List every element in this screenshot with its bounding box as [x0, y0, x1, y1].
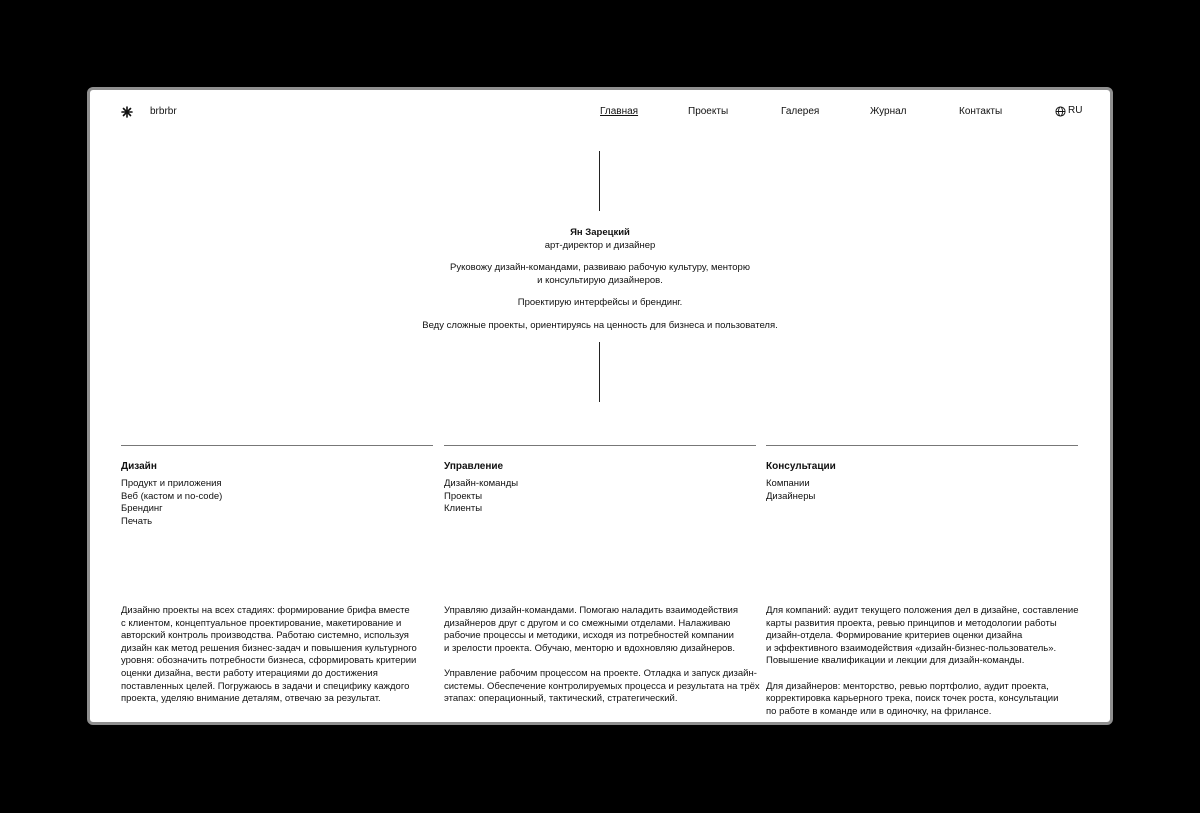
author-name: Ян Зарецкий [570, 227, 630, 238]
text-line: рабочие процессы и методики, исходя из потребностей компании [444, 630, 734, 642]
column-title-consulting: Консультации [766, 461, 836, 472]
list-item: Брендинг [121, 503, 163, 515]
list-item: Печать [121, 515, 153, 527]
language-label: RU [1068, 105, 1083, 116]
text-line: оценки дизайна, вести работу итерациями до достижения [121, 667, 378, 679]
nav-gallery[interactable]: Галерея [781, 106, 820, 117]
text-line: Для дизайнеров: менторство, ревью портфолио, аудит проекта, [766, 680, 1049, 692]
browser-window [87, 87, 1113, 725]
column-rule [121, 445, 433, 446]
nav-projects[interactable]: Проекты [688, 106, 729, 117]
text-line: уровня: обозначить потребности бизнеса, сформировать критерии [121, 655, 417, 667]
text-line: дизайн как метод решения бизнес-задач и повышения культурного [121, 642, 417, 654]
text-line: Дизайню проекты на всех стадиях: формирование брифа вместе [121, 605, 410, 616]
list-item: Клиенты [444, 503, 483, 515]
brand-link[interactable]: brbrbr [150, 106, 177, 117]
asterisk-logo-icon[interactable] [121, 106, 133, 118]
intro-line: Веду сложные проекты, ориентируясь на ценность для бизнеса и пользователя. [422, 319, 778, 331]
text-line: системы. Обеспечение контролируемых процесса и результата на трёх [444, 680, 760, 692]
design-service-list [121, 478, 222, 528]
site-header [90, 90, 1110, 135]
consulting-description [766, 605, 1096, 725]
text-line: авторский контроль производства. Работаю системно, используя [121, 630, 409, 642]
nav-journal[interactable]: Журнал [870, 106, 907, 117]
intro-line: Проектирую интерфейсы и брендинг. [517, 297, 683, 308]
column-rule [766, 445, 1078, 446]
text-line: Управление рабочим процессом на проекте. Отладка и запуск дизайн- [444, 667, 757, 679]
nav-home[interactable]: Главная [600, 106, 639, 117]
intro-line: и консультирую дизайнеров. [537, 274, 663, 286]
list-item: Дизайнеры [766, 490, 816, 502]
divider-line-top [599, 151, 600, 211]
text-line: карты развития проекта, ревью принципов и методологии работы [766, 617, 1057, 629]
management-service-list [444, 478, 518, 516]
column-title-management: Управление [444, 461, 504, 472]
nav-contacts[interactable]: Контакты [959, 106, 1003, 117]
text-line: проекта, уделяю внимание деталям, отвечаю за результат. [121, 693, 381, 705]
text-line: с клиентом, концептуальное проектирование, макетирование и [121, 617, 402, 629]
text-line: корректировка карьерного трека, поиск точек роста, консультации [766, 693, 1059, 705]
text-line: и эффективного взаимодействия «дизайн-бизнес-пользователь». [766, 642, 1057, 654]
text-line: Для компаний: аудит текущего положения дел в дизайне, составление [766, 605, 1079, 616]
intro-line: Руковожу дизайн-командами, развиваю рабочую культуру, менторю [450, 262, 750, 273]
divider-line-bottom [599, 342, 600, 402]
column-title-design: Дизайн [121, 461, 157, 472]
list-item: Проекты [444, 490, 483, 502]
globe-icon [1055, 106, 1066, 117]
design-description [121, 605, 441, 718]
text-line: по работе в команде или в одиночку, на фрилансе. [766, 705, 992, 717]
column-rule [444, 445, 756, 446]
text-line: и зрелости проекта. Обучаю, менторю и вдохновляю дизайнеров. [444, 642, 735, 654]
list-item: Компании [766, 478, 810, 489]
language-switcher[interactable] [1055, 105, 1082, 117]
text-line: этапах: операционный, тактический, стратегический. [444, 693, 678, 705]
list-item: Веб (кастом и no-code) [121, 490, 223, 502]
text-line: Управляю дизайн-командами. Помогаю наладить взаимодействия [444, 605, 738, 616]
hero-intro [300, 227, 900, 332]
author-role: арт-директор и дизайнер [544, 239, 656, 251]
text-line: дизайнеров друг с другом и со смежными отделами. Налаживаю [444, 617, 731, 629]
text-line: Повышение квалификации и лекции для дизайн-команды. [766, 655, 1025, 667]
list-item: Дизайн-команды [444, 478, 519, 489]
consulting-service-list [766, 478, 815, 503]
list-item: Продукт и приложения [121, 478, 222, 489]
management-description [444, 605, 764, 718]
text-line: дизайн-отдела. Формирование критериев оценки дизайна [766, 630, 1023, 642]
text-line: поставленных целей. Погружаюсь в задачи и специфику каждого [121, 680, 410, 692]
